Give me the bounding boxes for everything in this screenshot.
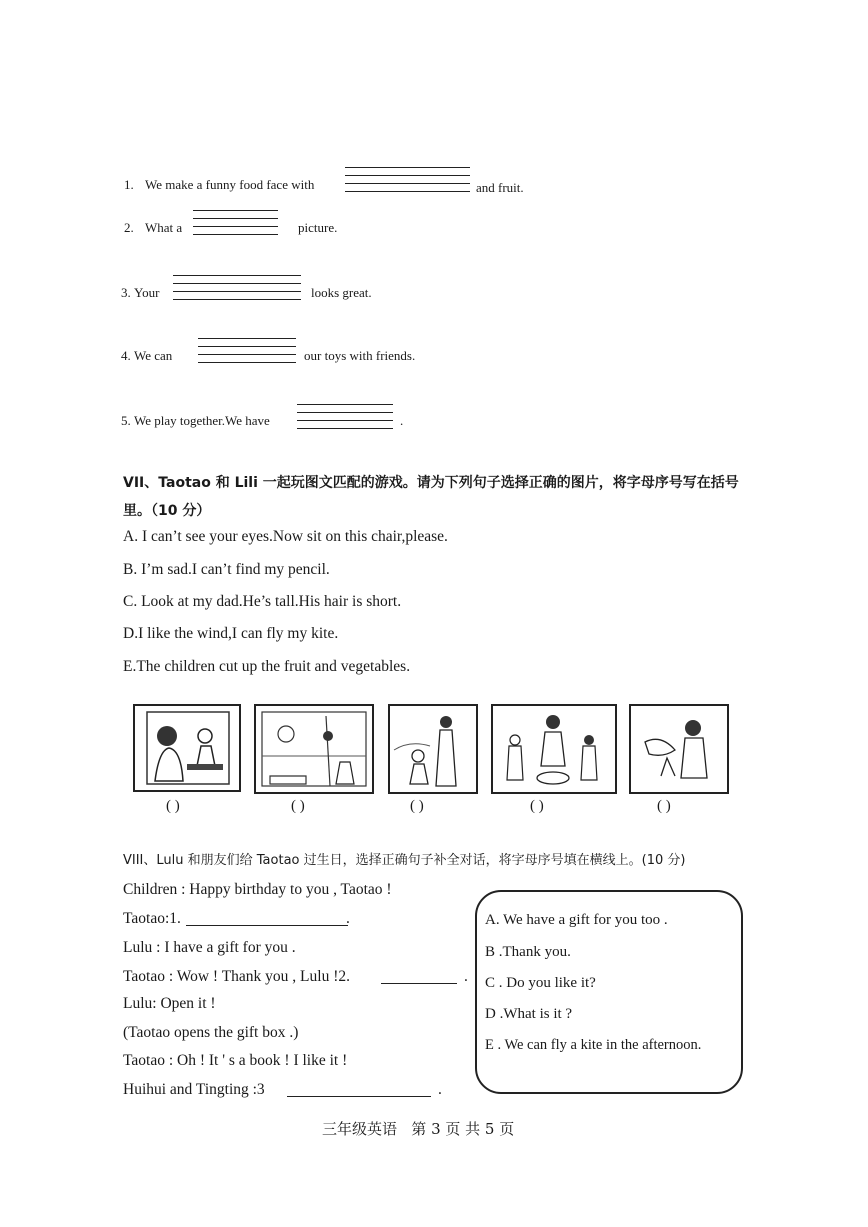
dialogue-line-6: (Taotao opens the gift box .): [123, 1024, 299, 1041]
item-2-before: What a: [145, 220, 183, 235]
dialogue-line-5: Lulu: Open it !: [123, 995, 216, 1012]
sentence-e: E.The children cut up the fruit and vegetables.: [123, 658, 411, 675]
dialogue-line-7: Taotao : Oh ! It ' s a book ! I like it !: [123, 1052, 348, 1069]
item-4-number: 4.: [121, 348, 131, 363]
dialogue-period-2: .: [464, 968, 468, 985]
answer-paren-3[interactable]: ( ): [410, 798, 424, 814]
picture-3: [388, 704, 478, 794]
page-footer: 三年级英语 第 3 页 共 5 页: [322, 1120, 515, 1138]
item-1-before: We make a funny food face with: [145, 177, 315, 192]
sentence-d: D.I like the wind,I can fly my kite.: [123, 625, 339, 642]
section8-heading: VIII、Lulu 和朋友们给 Taotao 过生日，选择正确句子补全对话，将字母序号填在横线上。(10 分): [123, 853, 686, 868]
option-a: A. We have a gift for you too .: [485, 912, 668, 928]
item-1-blank[interactable]: [345, 167, 470, 199]
item-2-number: 2.: [124, 220, 134, 235]
item-3-blank[interactable]: [173, 275, 301, 307]
answer-blank-2[interactable]: [381, 983, 457, 984]
item-1-number: 1.: [124, 177, 134, 192]
item-2-after: picture.: [298, 220, 338, 235]
picture-4: [491, 704, 617, 794]
item-5-blank[interactable]: [297, 404, 393, 436]
sentence-b: B. I’m sad.I can’t find my pencil.: [123, 561, 330, 578]
option-e: E . We can fly a kite in the afternoon.: [485, 1037, 702, 1053]
item-4-before: We can: [134, 348, 173, 363]
item-3-after: looks great.: [311, 285, 372, 300]
item-4-blank[interactable]: [198, 338, 296, 370]
item-4-after: our toys with friends.: [304, 348, 416, 363]
dialogue-line-1: Children : Happy birthday to you , Taotao !: [123, 881, 392, 898]
item-3-number: 3.: [121, 285, 131, 300]
answer-paren-2[interactable]: ( ): [291, 798, 305, 814]
option-b: B .Thank you.: [485, 944, 571, 960]
dialogue-line-3: Lulu : I have a gift for you .: [123, 939, 296, 956]
answer-blank-1[interactable]: [186, 925, 348, 926]
answer-paren-5[interactable]: ( ): [657, 798, 671, 814]
picture-1: [133, 704, 241, 792]
item-3-before: Your: [134, 285, 160, 300]
option-d: D .What is it ?: [485, 1006, 573, 1022]
item-5-number: 5.: [121, 413, 131, 428]
item-5-before: We play together.We have: [134, 413, 270, 428]
section7-heading-line2: 里。（10 分）: [123, 503, 211, 519]
options-box: [475, 890, 743, 1094]
sentence-a: A. I can’t see your eyes.Now sit on this chair,please.: [123, 528, 448, 545]
dialogue-period-3: .: [438, 1081, 442, 1098]
sentence-c: C. Look at my dad.He’s tall.His hair is short.: [123, 593, 402, 610]
answer-blank-3[interactable]: [287, 1096, 431, 1097]
dialogue-line-8: Huihui and Tingting :3: [123, 1081, 265, 1098]
item-1-after: and fruit.: [476, 180, 524, 195]
answer-paren-1[interactable]: ( ): [166, 798, 180, 814]
dialogue-line-4: Taotao : Wow ! Thank you , Lulu !2.: [123, 968, 350, 985]
dialogue-period-1: .: [346, 910, 350, 927]
answer-paren-4[interactable]: ( ): [530, 798, 544, 814]
item-5-after: .: [400, 413, 404, 428]
dialogue-line-2: Taotao:1.: [123, 910, 181, 927]
option-c: C . Do you like it?: [485, 975, 596, 991]
picture-2: [254, 704, 374, 794]
picture-5: [629, 704, 729, 794]
section7-heading-line1: VII、Taotao 和 Lili 一起玩图文匹配的游戏。请为下列句子选择正确的图片，将字母序号写在括号: [123, 475, 739, 491]
item-2-blank[interactable]: [193, 210, 278, 242]
